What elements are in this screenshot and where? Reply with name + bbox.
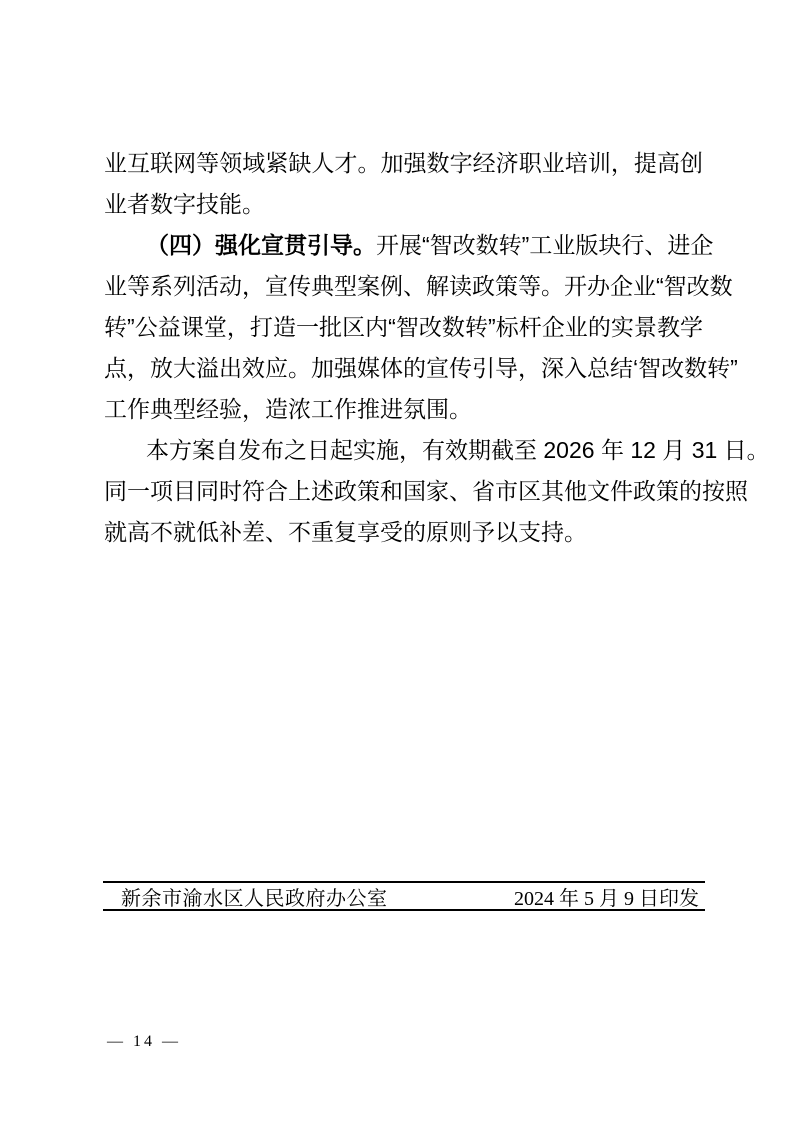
paragraph-line: 业互联网等领域紧缺人才。加强数字经济职业培训，提高创 xyxy=(104,150,703,176)
paragraph-line: 业者数字技能。 xyxy=(104,191,265,217)
paragraph-line: 就高不就低补差、不重复享受的原则予以支持。 xyxy=(104,519,587,545)
document-footer xyxy=(103,881,705,911)
paragraph-line: 工作典型经验，造浓工作推进氛围。 xyxy=(104,396,472,422)
print-date: 2024 年 5 月 9 日印发 xyxy=(514,887,699,910)
document-body xyxy=(104,143,770,553)
paragraph-line: 同一项目同时符合上述政策和国家、省市区其他文件政策的按照 xyxy=(104,478,748,504)
page-number: — 14 — xyxy=(107,1033,181,1050)
paragraph-line xyxy=(104,225,714,266)
paragraph-text: 开展“智改数转”工业版块行、进企 xyxy=(376,232,714,258)
paragraph-line: 点，放大溢出效应。加强媒体的宣传引导，深入总结‘智改数转” xyxy=(104,355,738,381)
paragraph-line: 本方案自发布之日起实施，有效期截至 2026 年 12 月 31 日。 xyxy=(146,437,770,463)
paragraph-line: 转”公益课堂，打造一批区内“智改数转”标杆企业的实景教学 xyxy=(104,314,703,340)
paragraph-line: 业等系列活动，宣传典型案例、解读政策等。开办企业“智改数 xyxy=(104,273,733,299)
section-heading: （四）强化宣贯引导。 xyxy=(146,232,376,258)
issuing-office: 新余市渝水区人民政府办公室 xyxy=(121,887,388,910)
